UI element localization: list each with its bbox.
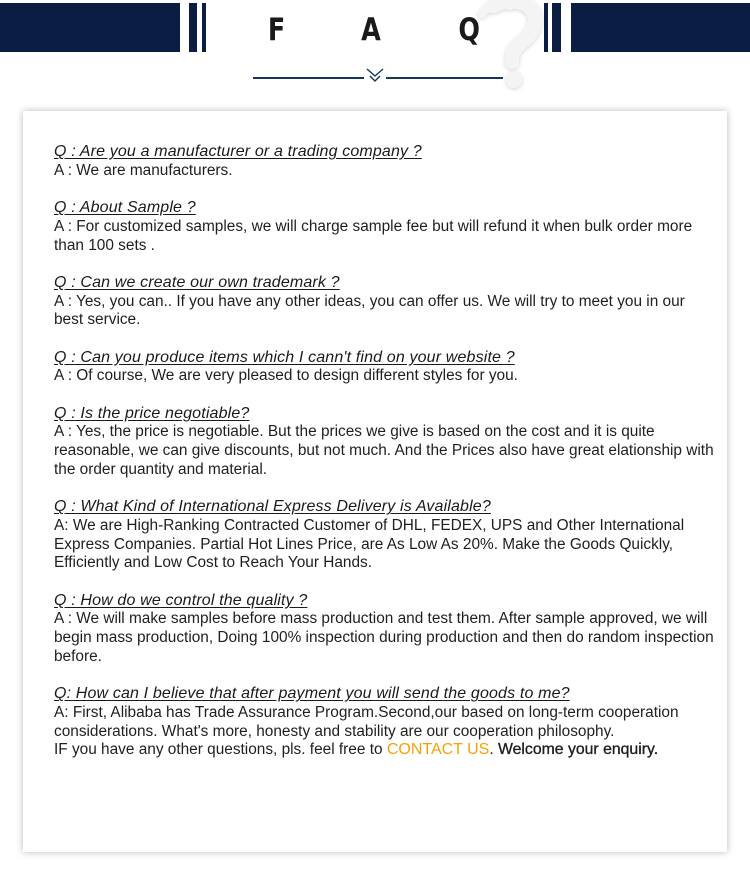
double-chevron-down-icon <box>364 66 386 86</box>
header-stripe-right-2 <box>552 3 561 52</box>
faq-answer: A : For customized samples, we will charge sample fee but will refund it when bulk order more than 100 sets . <box>54 217 693 254</box>
closing-period: . <box>489 741 494 759</box>
faq-answer: A : Yes, the price is negotiable. But the prices we give is based on the cost and it is quite reasonable, we can give discounts, but not much. And the Prices also have great elationship with the order quantity and material. <box>54 423 714 478</box>
faq-letter-q: Q <box>457 12 480 48</box>
faq-item <box>54 349 714 386</box>
faq-question: Q : What Kind of International Express Delivery is Available? <box>54 498 491 516</box>
header-stripe-left-2 <box>202 3 206 52</box>
faq-answer: A: First, Alibaba has Trade Assurance Program.Second,our based on long-term cooperation considerations. What's more, honesty and stability are our cooperation philosophy. <box>54 703 679 740</box>
faq-question: Q : Can you produce items which I cann't find on your website ? <box>54 348 515 366</box>
faq-answer: A : Yes, you can.. If you have any other ideas, you can offer us. We will try to meet you in our best service. <box>54 292 685 329</box>
closing-text <box>54 741 714 760</box>
faq-answer: A : Of course, We are very pleased to design different styles for you. <box>54 367 518 385</box>
faq-answer: A : We are manufacturers. <box>54 161 233 179</box>
contact-us-link[interactable]: CONTACT US <box>386 741 490 759</box>
faq-item <box>54 405 714 480</box>
faq-question: Q : Are you a manufacturer or a trading company ? <box>54 143 422 160</box>
faq-list <box>54 143 714 760</box>
faq-item <box>54 498 714 573</box>
faq-question: Q: How can I believe that after payment you will send the goods to me? <box>54 685 570 703</box>
faq-item <box>54 685 714 760</box>
faq-item <box>54 199 714 255</box>
welcome-text: Welcome your enquiry. <box>493 741 659 759</box>
faq-question: Q : Can we create our own trademark ? <box>54 273 340 291</box>
faq-heading <box>266 10 482 50</box>
faq-item <box>54 274 714 330</box>
header-band-left <box>0 3 180 52</box>
closing-prefix: IF you have any other questions, pls. feel free to <box>54 741 387 759</box>
faq-letter-f: F <box>267 12 286 48</box>
faq-item <box>54 592 714 667</box>
header-band-right <box>571 3 750 52</box>
header-stripe-left-1 <box>189 3 197 52</box>
faq-answer: A: We are High-Ranking Contracted Customer of DHL, FEDEX, UPS and Other International Express Companies. Partial Hot Lines Price, are As Low As 20%. Make the Goods Quickly, Efficiently and Low Cost to Reach Your Hands. <box>54 516 685 572</box>
faq-question: Q : How do we control the quality ? <box>54 591 308 609</box>
faq-question: Q : About Sample ? <box>54 199 196 217</box>
faq-question: Q : Is the price negotiable? <box>54 404 250 422</box>
faq-letter-a: A <box>361 12 382 48</box>
question-mark-watermark-icon <box>470 0 550 100</box>
faq-answer: A : We will make samples before mass production and test them. After sample approved, we will begin mass production, Doing 100% inspection during production and then do random inspection before. <box>54 610 714 665</box>
faq-item <box>54 143 714 180</box>
